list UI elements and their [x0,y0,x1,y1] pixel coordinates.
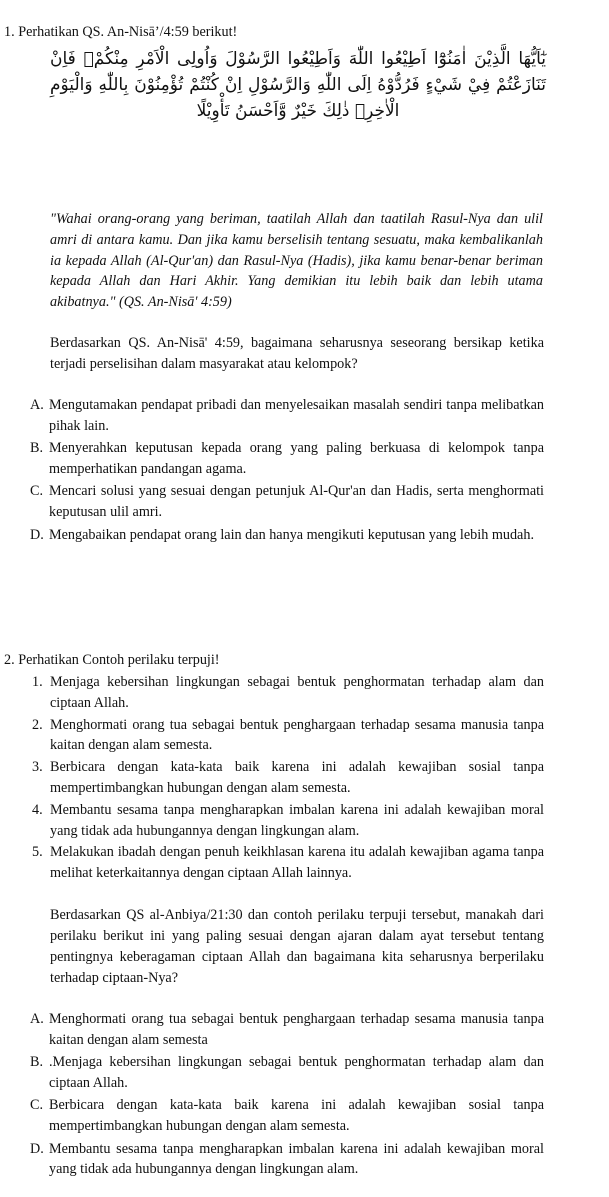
question-1-options [30,395,544,547]
praiseworthy-behavior-list [32,672,544,885]
item-number: 4. [32,801,43,818]
list-item [32,672,544,714]
option-a[interactable] [30,395,544,436]
list-item [32,800,544,842]
option-label: C. [30,1097,44,1114]
option-text: Menyerahkan keputusan kepada orang yang paling berkuasa di kelompok tanpa memperhatikan pandangan agama. [49,440,544,477]
option-d[interactable] [30,525,544,546]
option-text: Berbicara dengan kata-kata baik karena ini adalah kewajiban sosial tanpa mempertimbangkan hubungan dengan alam semesta. [49,1097,544,1134]
item-text: Melakukan ibadah dengan penuh keikhlasan karena itu adalah kewajiban agama tanpa melihat keterkaitannya dengan ciptaan Allah lainnya. [50,844,544,882]
option-text: Mengabaikan pendapat orang lain dan hanya mengikuti keputusan yang lebih mudah. [49,526,534,543]
item-text: Menghormati orang tua sebagai bentuk penghargaan terhadap sesama manusia tanpa kaitan dengan alam semesta. [50,716,544,754]
item-number: 5. [32,844,43,861]
item-number: 1. [32,674,43,690]
option-b[interactable] [30,438,544,479]
option-label: B. [30,1054,44,1071]
option-label: D. [30,1140,44,1157]
option-d[interactable] [30,1139,544,1180]
item-text: Membantu sesama tanpa mengharapkan imbalan karena ini adalah kewajiban moral yang tidak ada hubungannya dengan lingkungan alam. [50,801,544,839]
question-2-heading: 2. Perhatikan Contoh perilaku terpuji! [4,652,220,668]
list-item [32,757,544,799]
option-label: A. [30,1011,44,1027]
item-number: 3. [32,759,43,776]
question-1-heading: 1. Perhatikan QS. An-Nisā’/4:59 berikut! [4,24,238,40]
option-c[interactable] [30,481,544,522]
option-b[interactable] [30,1052,544,1093]
item-text: Menjaga kebersihan lingkungan sebagai bentuk penghormatan terhadap alam dan ciptaan Allah. [50,674,544,711]
option-text: Mengutamakan pendapat pribadi dan menyelesaikan masalah sendiri tanpa melibatkan pihak lain. [49,397,544,434]
option-c[interactable] [30,1095,544,1136]
question-2-stem: Berdasarkan QS al-Anbiya/21:30 dan contoh perilaku terpuji tersebut, manakah dari perilaku berikut ini yang paling sesuai dengan ajaran dalam ayat tersebut tentang pentingnya keberagaman ciptaan Allah dan bagaimana kita seharusnya berperilaku terhadap ciptaan-Nya? [50,907,544,986]
item-text: Berbicara dengan kata-kata baik karena ini adalah kewajiban sosial tanpa mempertimbangkan hubungan dengan alam semesta. [50,759,544,796]
option-text: Mencari solusi yang sesuai dengan petunjuk Al-Qur'an dan Hadis, serta menghormati keputusan ulil amri. [49,483,544,520]
option-label: C. [30,483,44,500]
verse-translation: "Wahai orang-orang yang beriman, taatilah Allah dan taatilah Rasul-Nya dan ulil amri di antara kamu. Dan jika kamu berselisih tentang sesuatu, maka kembalikanlah ia kepada Allah (Al-Qur'an) dan Rasul-Nya (Hadis), jika kamu benar-benar beriman kepada Allah dan Hari Akhir. Yang demikian itu lebih baik dan lebih utama akibatnya." (QS. An-Nisā' 4:59) [50,211,543,311]
option-label: A. [30,397,44,413]
question-2-options [30,1009,544,1182]
option-a[interactable] [30,1009,544,1050]
list-item [32,715,544,757]
option-text: .Menjaga kebersihan lingkungan sebagai bentuk penghormatan terhadap alam dan ciptaan Allah. [49,1054,544,1091]
option-label: B. [30,440,44,457]
item-number: 2. [32,716,43,733]
option-text: Membantu sesama tanpa mengharapkan imbalan karena ini adalah kewajiban moral yang tidak ada hubungannya dengan lingkungan alam. [49,1140,544,1178]
question-1-stem: Berdasarkan QS. An-Nisā' 4:59, bagaimana seharusnya seseorang bersikap ketika terjadi perselisihan dalam masyarakat atau kelompok? [50,335,544,372]
option-label: D. [30,526,44,543]
option-text: Menghormati orang tua sebagai bentuk penghargaan terhadap sesama manusia tanpa kaitan dengan alam semesta [49,1011,544,1048]
quran-verse-arabic: يٰٓاَيُّهَا الَّذِيْنَ اٰمَنُوْٓا اَطِيْعُوا اللّٰهَ وَاَطِيْعُوا الرَّسُوْلَ وَاُولِى الْاَمْرِ مِنْكُمْۚ فَاِنْ تَنَازَعْتُمْ فِيْ شَيْءٍ فَرُدُّوْهُ اِلَى اللّٰهِ وَالرَّسُوْلِ اِنْ كُنْتُمْ تُؤْمِنُوْنَ بِاللّٰهِ وَالْيَوْمِ الْاٰخِرِۗ ذٰلِكَ خَيْرٌ وَّاَحْسَنُ تَأْوِيْلًا [50,49,546,121]
list-item [32,842,544,884]
